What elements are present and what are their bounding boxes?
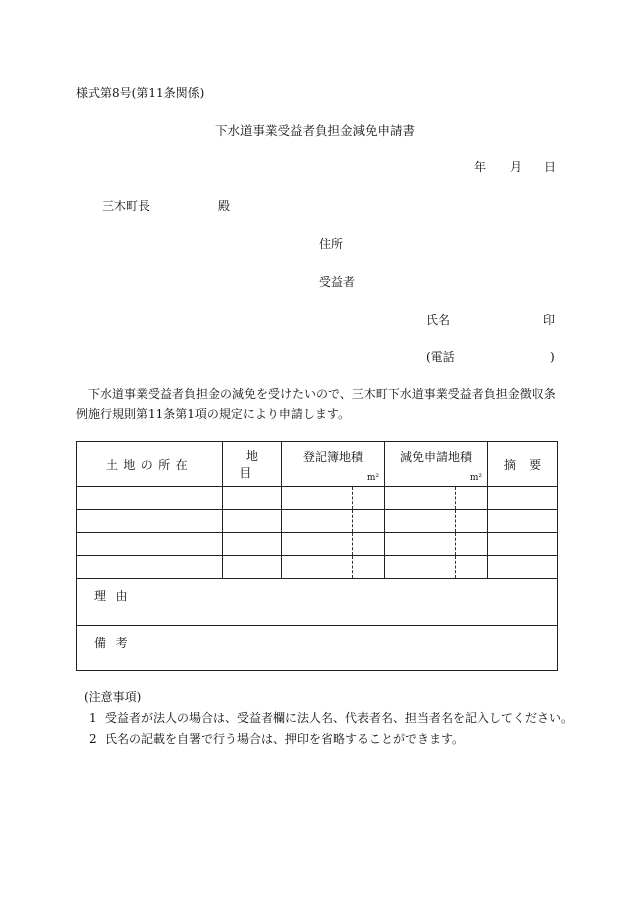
table-row [77,533,558,556]
reduction-area-header: 減免申請地積 m² [385,442,488,487]
registered-area-header: 登記簿地積 m² [282,442,385,487]
note-1-text: 受益者が法人の場合は、受益者欄に法人名、代表者名、担当者名を記入してください。 [105,711,574,725]
reduction-area-cell[interactable] [385,556,488,579]
summary-cell[interactable] [488,556,558,579]
land-category-header: 地目 [223,442,282,487]
remarks-label: 備考 [94,636,138,650]
reason-row [77,579,558,626]
square-meter-unit: m² [469,473,482,483]
note-1-number: 1 [89,711,97,725]
reduction-area-cell[interactable] [385,487,488,510]
summary-cell[interactable] [488,533,558,556]
note-2-number: 2 [89,732,97,746]
name-label: 氏名 [426,313,451,327]
summary-cell[interactable] [488,510,558,533]
land-location-header: 土地の所在 [77,442,223,487]
reduction-area-cell[interactable] [385,533,488,556]
land-table [76,441,558,671]
land-category-cell[interactable] [223,487,282,510]
table-row [77,510,558,533]
table-header-row [77,442,558,487]
square-meter-unit: m² [366,473,379,483]
table-row [77,556,558,579]
land-category-cell[interactable] [223,533,282,556]
registered-area-cell[interactable] [282,556,385,579]
notes-heading: (注意事項) [84,690,142,704]
land-category-cell[interactable] [223,510,282,533]
form-number: 様式第8号(第11条関係) [76,86,205,100]
note-2-text: 氏名の記載を自署で行う場合は、押印を省略することができます。 [105,732,465,746]
land-location-cell[interactable] [77,556,223,579]
date-year-label: 年 [474,160,487,174]
land-location-cell[interactable] [77,533,223,556]
beneficiary-label: 受益者 [319,275,356,289]
reduction-area-cell[interactable] [385,510,488,533]
application-statement: 下水道事業受益者負担金の減免を受けたいので、三木町下水道事業受益者負担金徴収条例施行規則第11条第1項の規定により申請します。 [76,387,556,421]
addressee-name: 三木町長 [102,199,151,213]
date-month-label: 月 [510,160,523,174]
seal-label: 印 [543,313,556,327]
phone-close: ) [550,350,555,364]
reason-label: 理由 [94,589,138,603]
registered-area-cell[interactable] [282,510,385,533]
summary-header: 摘要 [488,442,558,487]
reason-cell[interactable] [77,579,558,626]
addressee-honorific: 殿 [218,199,231,213]
remarks-row [77,626,558,671]
land-location-cell[interactable] [77,487,223,510]
date-day-label: 日 [544,160,557,174]
remarks-cell[interactable] [77,626,558,671]
summary-cell[interactable] [488,487,558,510]
land-location-cell[interactable] [77,510,223,533]
phone-open: (電話 [426,350,455,364]
land-category-cell[interactable] [223,556,282,579]
registered-area-cell[interactable] [282,487,385,510]
address-label: 住所 [319,237,344,251]
form-title: 下水道事業受益者負担金減免申請書 [214,123,415,138]
registered-area-cell[interactable] [282,533,385,556]
table-row [77,487,558,510]
